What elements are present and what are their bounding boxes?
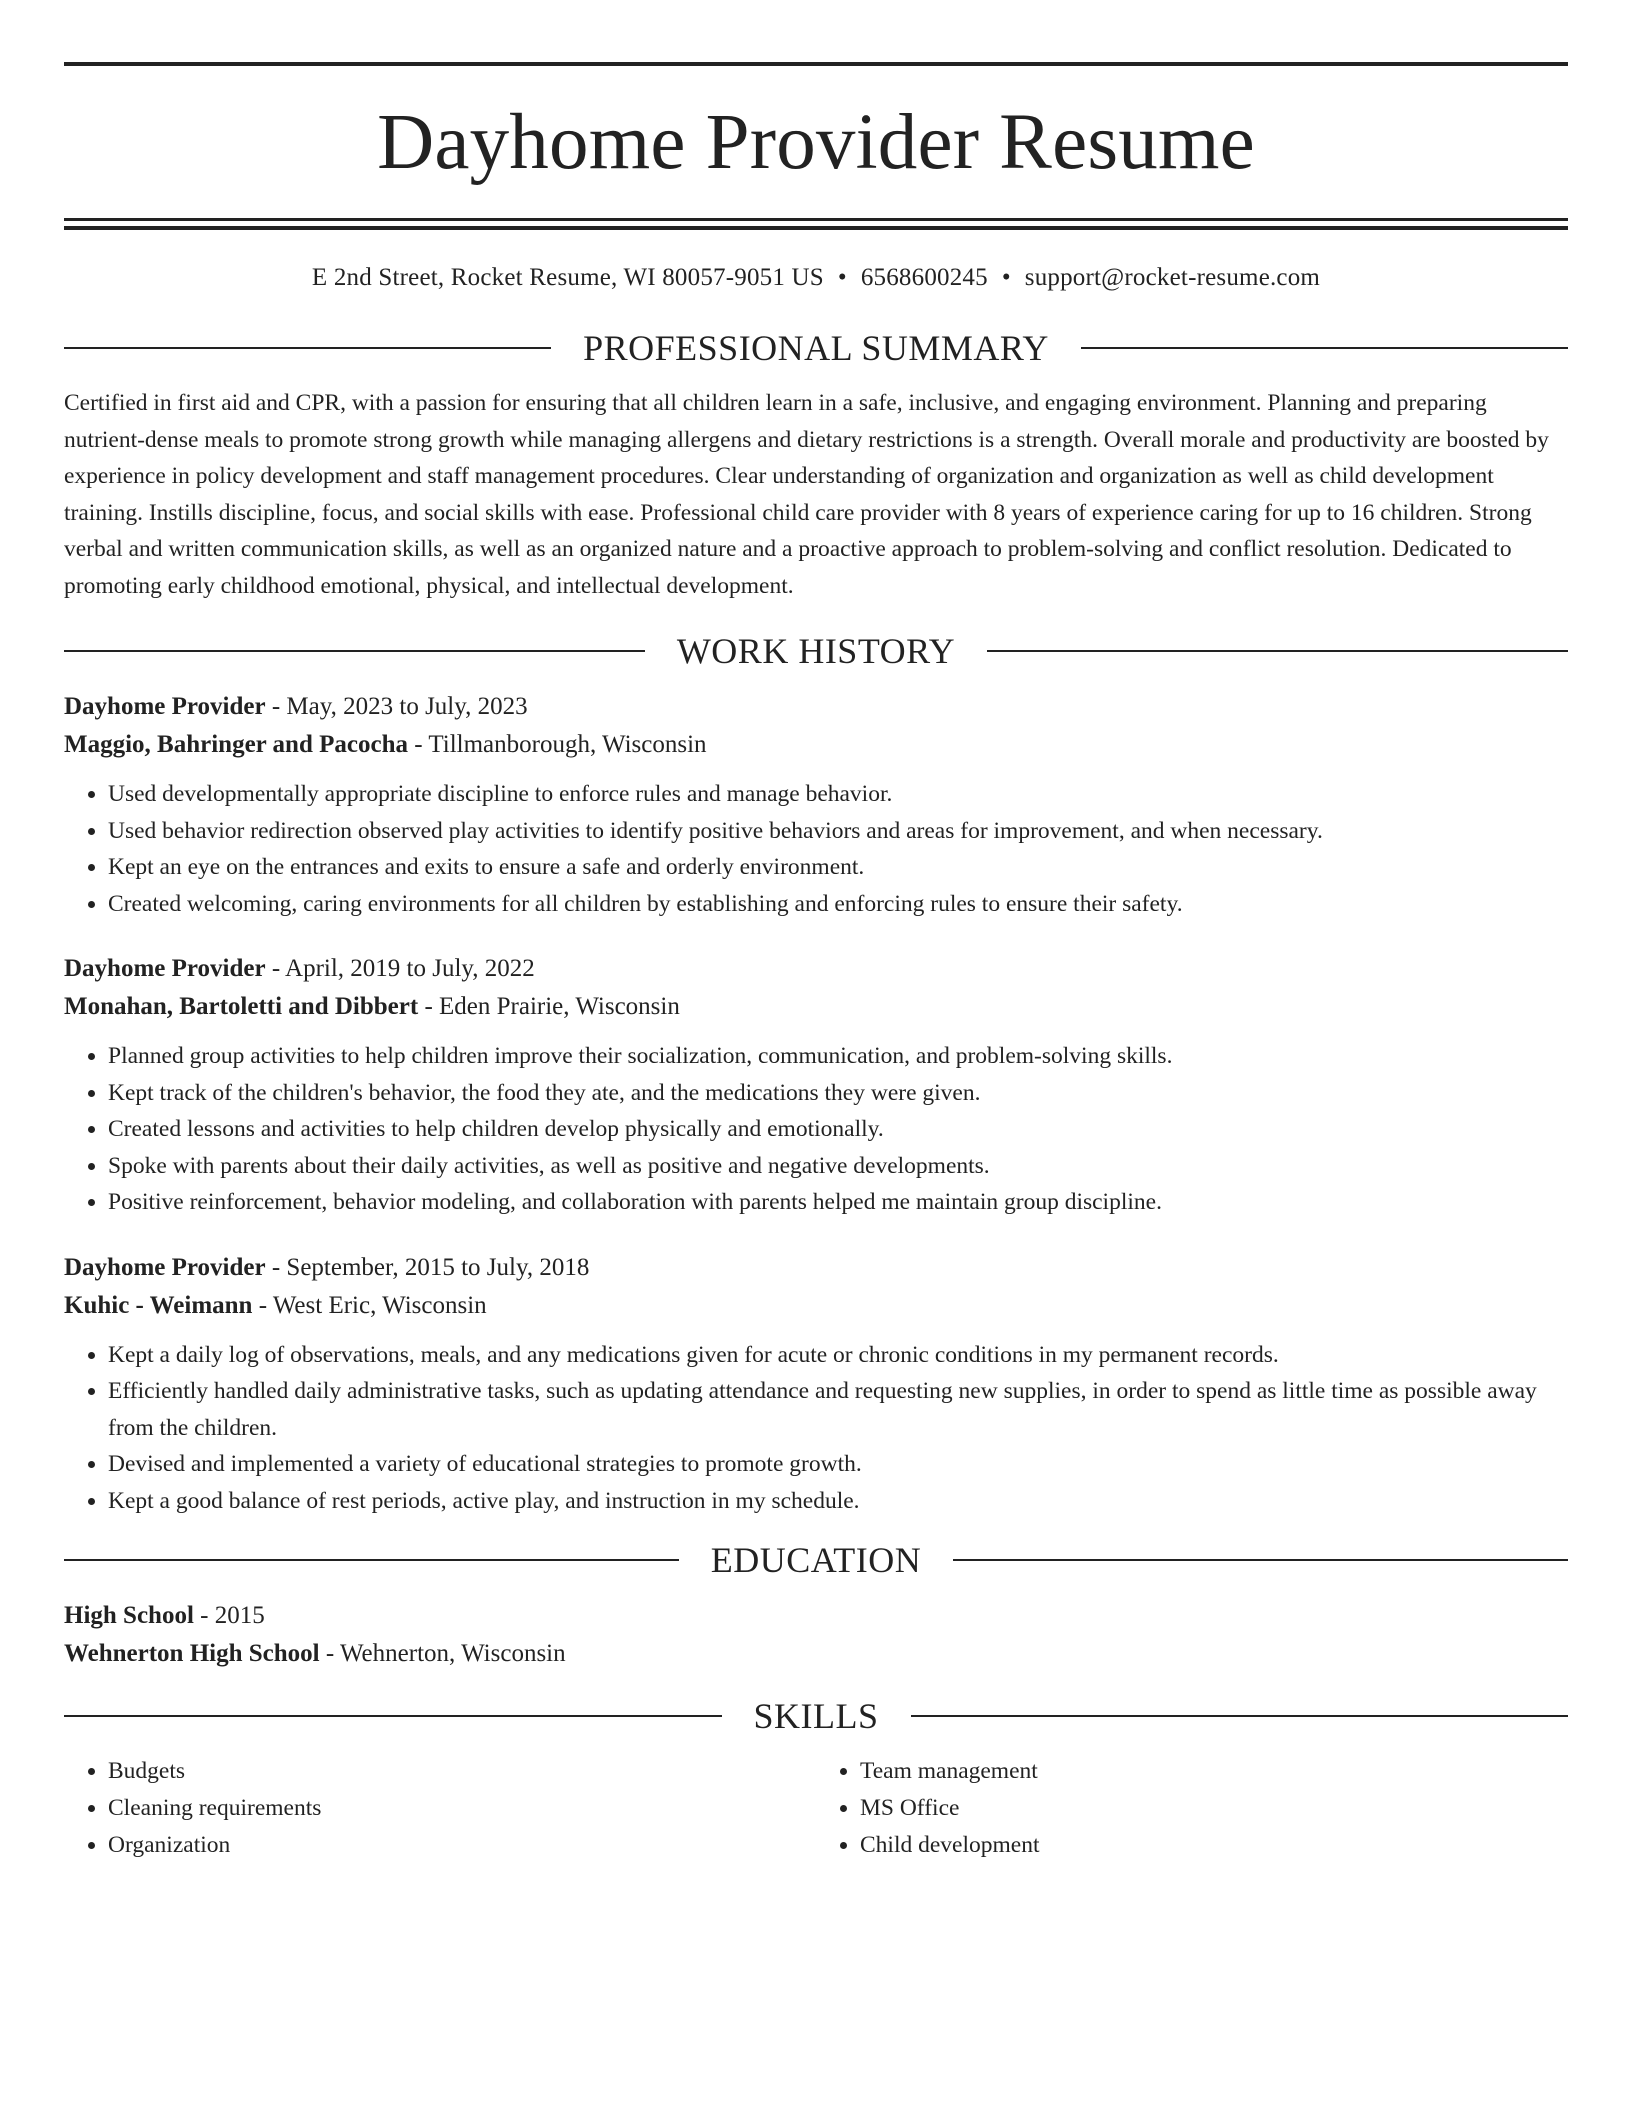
list-item: • Team management [860,1753,1568,1790]
list-item: • Used developmentally appropriate discipline to enforce rules and manage behavior. [108,776,1568,813]
section-title: PROFESSIONAL SUMMARY [583,328,1049,368]
contact-separator: • [837,264,847,291]
list-item: • Budgets [108,1753,816,1790]
job-location: - West Eric, Wisconsin [252,1291,487,1319]
contact-email: support@rocket-resume.com [1024,264,1321,291]
heading-rule [64,650,645,652]
education-location: - Wehnerton, Wisconsin [319,1640,566,1667]
list-item: • Kept a daily log of observations, meals, and any medications given for acute or chronic conditions in my permanent records. [108,1337,1568,1374]
job-company-line [64,1287,1568,1325]
skills-columns [64,1753,1568,1864]
job-entry [64,688,1568,922]
list-item: • Kept track of the children's behavior, the food they ate, and the medications they were given. [108,1075,1568,1112]
education-school: Wehnerton High School [64,1640,320,1667]
job-company-line [64,988,1568,1026]
job-company-line [64,726,1568,764]
list-item: • Kept an eye on the entrances and exits to ensure a safe and orderly environment. [108,849,1568,886]
job-title: Dayhome Provider [64,693,266,720]
education-school-line [64,1635,1568,1673]
section-heading-education [64,1539,1568,1581]
job-company: Monahan, Bartoletti and Dibbert [64,993,419,1020]
section-title: SKILLS [753,1696,879,1736]
page-title: Dayhome Provider Resume [377,99,1255,186]
heading-rule [987,650,1568,652]
job-title-line [64,688,1568,726]
list-item: • Positive reinforcement, behavior modeling, and collaboration with parents helped me maintain group discipline. [108,1184,1568,1221]
education-year: - 2015 [193,1602,265,1629]
job-title: Dayhome Provider [64,955,266,982]
list-item: • Kept a good balance of rest periods, active play, and instruction in my schedule. [108,1483,1568,1520]
list-item: • Devised and implemented a variety of educational strategies to promote growth. [108,1446,1568,1483]
summary-text: Certified in first aid and CPR, with a passion for ensuring that all children learn in a safe, inclusive, and engaging environment. Planning and preparing nutrient-dense meals to promote strong growth while managing allergens and dietary restrictions is a strength. Overall morale and productivity are boosted by experience in policy development and staff management procedures. Clear understanding of organization and organization as well as child development training. Instills discipline, focus, and social skills with ease. Professional child care provider with 8 years of experience caring for up to 16 children. Strong verbal and written communication skills, as well as an organized nature and a proactive approach to problem-solving and conflict resolution. Dedicated to promoting early childhood emotional, physical, and intellectual development. [64,390,1549,599]
heading-rule [1081,347,1568,349]
contact-separator: • [1001,264,1011,291]
list-item: • Organization [108,1827,816,1864]
heading-rule [64,1715,722,1717]
section-heading-work [64,630,1568,672]
list-item: • Efficiently handled daily administrative tasks, such as updating attendance and requesting new supplies, in order to spend as little time as possible away from the children. [108,1373,1568,1446]
education-degree: High School [64,1602,194,1629]
section-heading-summary [64,327,1568,369]
job-company: Maggio, Bahringer and Pacocha [64,731,408,758]
list-item: • Created lessons and activities to help children develop physically and emotionally. [108,1111,1568,1148]
list-item: • Child development [860,1827,1568,1864]
job-entry [64,950,1568,1221]
contact-line [64,263,1568,293]
education-degree-line [64,1597,1568,1635]
job-title-line [64,1249,1568,1287]
job-entry [64,1249,1568,1520]
contact-phone: 6568600245 [860,264,988,291]
heading-rule [64,347,551,349]
job-dates: - May, 2023 to July, 2023 [265,693,528,720]
job-bullets [64,776,1568,922]
job-title-line [64,950,1568,988]
list-item: • MS Office [860,1790,1568,1827]
skills-list-left [64,1753,816,1864]
section-title: EDUCATION [710,1540,922,1580]
job-bullets [64,1337,1568,1520]
list-item: • Spoke with parents about their daily activities, as well as positive and negative developments. [108,1148,1568,1185]
job-title: Dayhome Provider [64,1253,266,1281]
section-title: WORK HISTORY [676,631,956,671]
contact-address: E 2nd Street, Rocket Resume, WI 80057-9051 US [311,264,824,291]
job-bullets [64,1038,1568,1221]
heading-rule [911,1715,1569,1717]
list-item: • Created welcoming, caring environments for all children by establishing and enforcing rules to ensure their safety. [108,886,1568,923]
job-dates: - April, 2019 to July, 2022 [265,955,535,982]
list-item: • Used behavior redirection observed play activities to identify positive behaviors and areas for improvement, and when necessary. [108,813,1568,850]
list-item: • Planned group activities to help children improve their socialization, communication, and problem-solving skills. [108,1038,1568,1075]
section-heading-skills [64,1695,1568,1737]
job-dates: - September, 2015 to July, 2018 [265,1253,590,1281]
education-entry [64,1597,1568,1673]
job-company: Kuhic - Weimann [64,1291,253,1319]
top-rule [64,62,1568,66]
heading-rule [64,1559,679,1561]
job-location: - Tillmanborough, Wisconsin [407,731,707,758]
heading-rule [953,1559,1568,1561]
job-location: - Eden Prairie, Wisconsin [418,993,680,1020]
skills-list-right [816,1753,1568,1864]
title-double-rule [64,218,1568,230]
list-item: • Cleaning requirements [108,1790,816,1827]
